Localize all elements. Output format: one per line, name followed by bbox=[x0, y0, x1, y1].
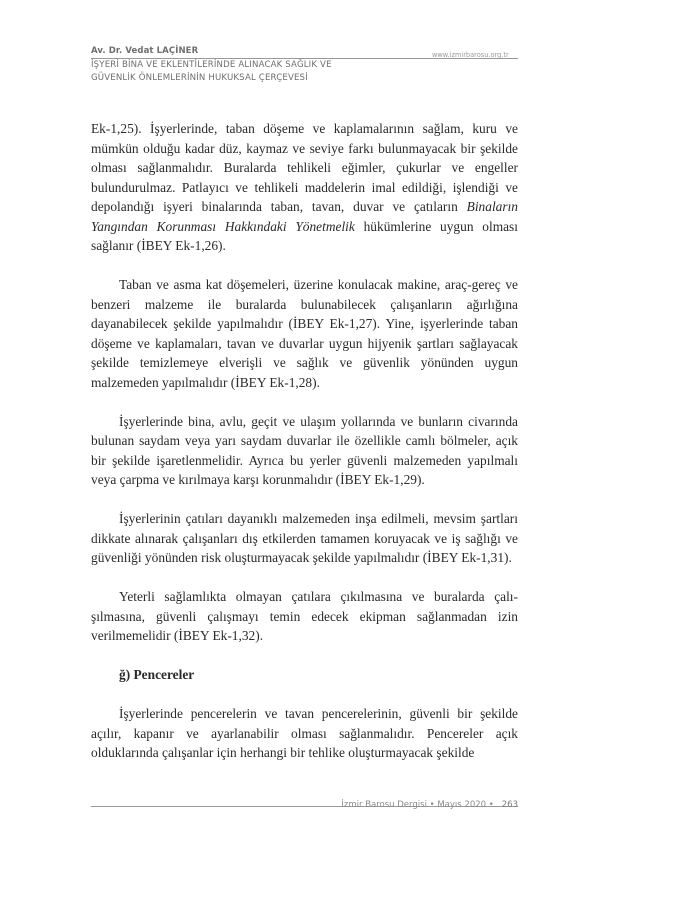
regulation-title: Binaların Yangından Korunması Hakkındaki Yönetmelik bbox=[91, 199, 518, 234]
header-author: Av. Dr. Vedat LAÇİNER bbox=[91, 46, 199, 56]
paragraph bbox=[91, 119, 518, 256]
page-number: 263 bbox=[501, 800, 518, 810]
header-title-line2: GÜVENLİK ÖNLEMLERİNİN HUKUKSAL ÇERÇEVESİ bbox=[91, 73, 308, 83]
paragraph: İşyerlerinde bina, avlu, geçit ve ulaşım yollarında ve bunların civarında bulunan saydam veya yarı saydam duvarlar ile özellikle camlı bölmeler, açık bir şekilde işaretlenmelidir. Ayrıca bu yerler güvenli malzemeden yapılmalı veya çarpma ve kırılmaya karşı korunmalıdır (İBEY Ek-1,29). bbox=[91, 413, 518, 487]
header-url[interactable]: www.izmirbarosu.org.tr bbox=[432, 51, 509, 59]
paragraph: Taban ve asma kat döşemeleri, üzerine konulacak makine, araç-gereç ve benzeri malzeme ile buralarda bulunabilecek çalışanların ağırlığına dayanabilecek şekilde yapılmalıdır (İBEY Ek-1,27). Yine, işyerlerinde taban döşeme ve kaplamaları, tavan ve duvarlar uygun hijyenik şartları sağlayacak şekilde temizlemeye elverişli ve sağlık ve güvenlik yönünden uygun malzemeden yapılmalıdır (İBEY Ek-1,28). bbox=[91, 277, 518, 390]
footer-journal: İzmir Barosu Dergisi • Mayıs 2020 • bbox=[341, 800, 494, 810]
paragraph: İşyerlerinin çatıları dayanıklı malzemeden inşa edilmeli, mevsim şartları dikkate alınarak çalışanları dış etkilerden tamamen koruyacak ve iş sağlığı ve güvenliği yönünden risk oluşturmayacak şekilde yapılmalıdır (İBEY Ek-1,31). bbox=[91, 511, 518, 565]
header-title bbox=[91, 59, 332, 85]
footer bbox=[341, 800, 518, 810]
paragraph: İşyerlerinde pencerelerin ve tavan pencerelerinin, güvenli bir şekilde açılır, kapanır ve ayarlanabilir olması sağlanmalıdır. Pencereler açık olduklarında çalışanlar için herhangi bir tehlike oluşturmayacak şekilde bbox=[91, 706, 518, 760]
paragraph-text: hükümlerine uygun olması sağlanır (İBEY Ek-1,26). bbox=[91, 218, 518, 253]
paragraph: Yeterli sağlamlıkta olmayan çatılara çıkılmasına ve buralarda çalışılmasına, güvenli çalışmayı temin edecek ekipman sağlanmadan izin verilmemelidir (İBEY Ek-1,32). bbox=[91, 589, 518, 643]
article-body bbox=[91, 119, 518, 763]
paragraph-text: Ek-1,25). İşyerlerinde, taban döşeme ve kaplamalarının sağlam, kuru ve mümkün olduğu kadar düz, kaymaz ve seviye farkı bulunmayacak bir şekilde olması sağlanmalıdır. Buralarda tehlikeli eğimler, çukurlar ve engeller bulundurulmaz. Patlayıcı ve tehlikeli maddelerin imal edildiği, işlendiği ve depolandığı işyeri binalarında taban, tavan, duvar ve çatıların bbox=[91, 121, 518, 214]
section-heading: ğ) Pencereler bbox=[119, 667, 195, 682]
header-title-line1: İŞYERİ BİNA VE EKLENTİLERİNDE ALINACAK SAĞLIK VE bbox=[91, 60, 332, 70]
